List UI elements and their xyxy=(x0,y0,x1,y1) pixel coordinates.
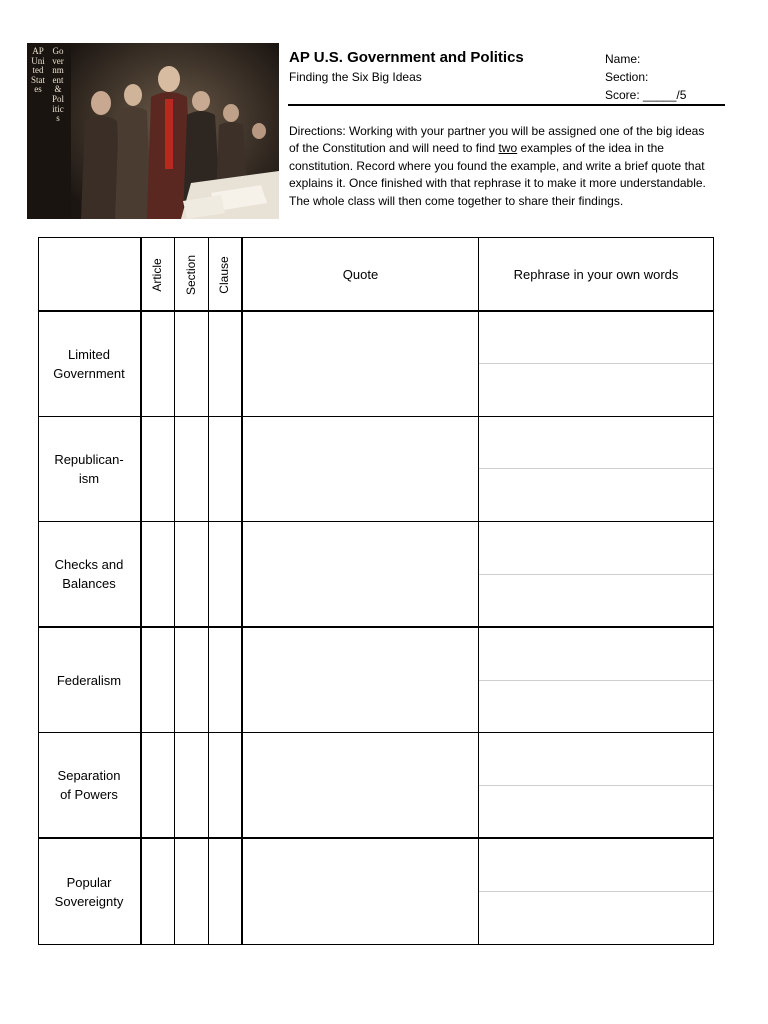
score-field-label: Score: _____/5 xyxy=(605,88,687,102)
row-label-popular-sovereignty xyxy=(38,839,140,944)
big-ideas-table xyxy=(38,237,714,945)
column-header-rephrase: Rephrase in your own words xyxy=(513,267,679,282)
rephrase-subdivider-1 xyxy=(479,363,713,364)
directions-text-part1: Directions: Working with your partner you will be assigned one of the big ideas of the Constitution and will need to find xyxy=(289,124,705,156)
directions-paragraph xyxy=(289,123,717,210)
row-label-line: Sovereignty xyxy=(54,893,124,909)
rephrase-subdivider-5 xyxy=(479,785,713,786)
founding-fathers-banner xyxy=(27,43,279,219)
banner-vertical-text-left: AP United States xyxy=(31,46,46,95)
row-label-line: Separation xyxy=(57,768,121,783)
header-divider xyxy=(288,104,725,106)
row-label-line: ism xyxy=(78,471,100,486)
column-header-article: Article xyxy=(150,258,164,292)
rephrase-subdivider-6 xyxy=(479,891,713,892)
directions-emphasis: two xyxy=(498,141,518,156)
rephrase-subdivider-3 xyxy=(479,574,713,575)
row-label-line: Popular xyxy=(66,874,112,890)
row-label-line: Republican- xyxy=(54,452,124,467)
row-label-line: Government xyxy=(53,366,125,381)
founding-fathers-painting xyxy=(71,43,279,219)
column-header-clause: Clause xyxy=(217,256,231,294)
section-field-label: Section: xyxy=(605,70,649,84)
row-label-federalism xyxy=(38,628,140,732)
row-label-separation-of-powers xyxy=(38,733,140,837)
column-header-section: Section xyxy=(184,254,198,296)
column-header-quote: Quote xyxy=(342,267,379,282)
row-label-limited-government xyxy=(38,312,140,416)
name-field-label: Name: xyxy=(605,52,641,66)
row-label-line: of Powers xyxy=(60,787,118,802)
row-label-line: Limited xyxy=(68,347,110,362)
banner-sidebar xyxy=(27,43,71,219)
rephrase-subdivider-4 xyxy=(479,680,713,681)
row-label-checks-and-balances xyxy=(38,522,140,626)
directions-text-part2: examples of the idea in the constitution. Record where you found the example, and write a brief quote that explains it. Once finished with that rephrase it to make it more understandable. The whole class will then come together to share their findings. xyxy=(289,141,706,208)
row-label-line: Federalism xyxy=(56,672,122,688)
row-label-republicanism xyxy=(38,417,140,521)
banner-vertical-text-right: Government & Politics xyxy=(51,46,64,124)
row-label-line: Balances xyxy=(62,576,116,591)
rephrase-subdivider-2 xyxy=(479,468,713,469)
row-label-line: Checks and xyxy=(54,557,124,572)
page-subtitle: Finding the Six Big Ideas xyxy=(289,70,422,84)
page-title: AP U.S. Government and Politics xyxy=(289,49,524,66)
